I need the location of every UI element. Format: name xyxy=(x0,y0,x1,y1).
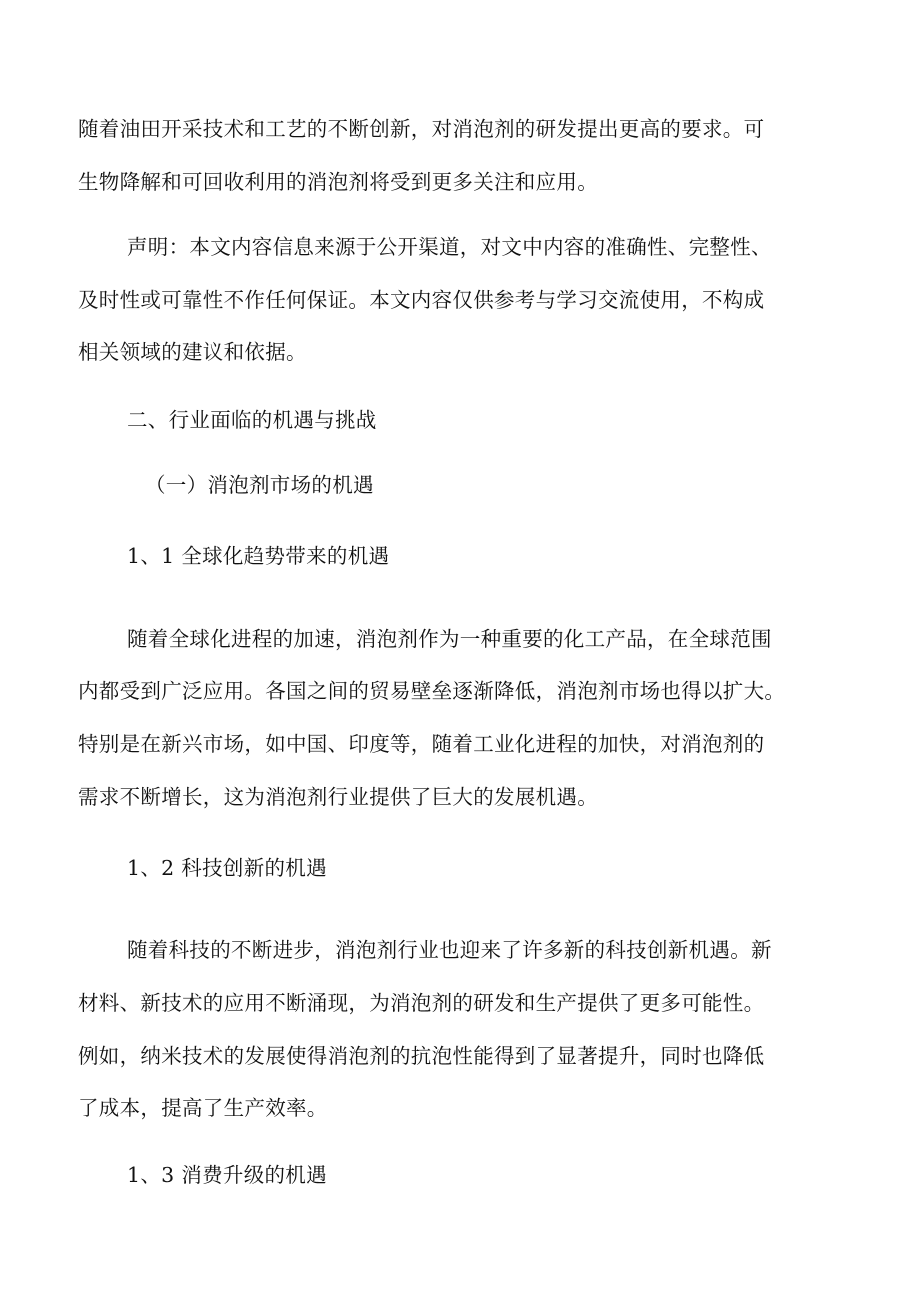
disclaimer-line-3: 相关领域的建议和依据。 xyxy=(78,340,307,364)
item-heading-1: 1、1 全球化趋势带来的机遇 xyxy=(127,544,390,568)
item-heading-2: 1、2 科技创新的机遇 xyxy=(127,856,327,880)
item-heading-3: 1、3 消费升级的机遇 xyxy=(127,1163,327,1187)
disclaimer-line-2: 及时性或可靠性不作任何保证。本文内容仅供参考与学习交流使用，不构成 xyxy=(78,288,765,312)
item1-line-2: 内都受到广泛应用。各国之间的贸易壁垒逐渐降低，消泡剂市场也得以扩大。 xyxy=(78,679,786,703)
subsection-heading: （一）消泡剂市场的机遇 xyxy=(145,473,374,497)
item1-line-3: 特别是在新兴市场，如中国、印度等，随着工业化进程的加快，对消泡剂的 xyxy=(78,732,765,756)
item1-line-4: 需求不断增长，这为消泡剂行业提供了巨大的发展机遇。 xyxy=(78,785,598,809)
intro-line-2: 生物降解和可回收利用的消泡剂将受到更多关注和应用。 xyxy=(78,170,598,194)
section-heading: 二、行业面临的机遇与挑战 xyxy=(127,408,377,432)
item2-line-2: 材料、新技术的应用不断涌现，为消泡剂的研发和生产提供了更多可能性。 xyxy=(78,991,765,1015)
item2-line-1: 随着科技的不断进步，消泡剂行业也迎来了许多新的科技创新机遇。新 xyxy=(127,938,772,962)
intro-line-1: 随着油田开采技术和工艺的不断创新，对消泡剂的研发提出更高的要求。可 xyxy=(78,117,765,141)
disclaimer-line-1: 声明：本文内容信息来源于公开渠道，对文中内容的准确性、完整性、 xyxy=(127,235,772,259)
item2-line-3: 例如，纳米技术的发展使得消泡剂的抗泡性能得到了显著提升，同时也降低 xyxy=(78,1044,765,1068)
item1-line-1: 随着全球化进程的加速，消泡剂作为一种重要的化工产品，在全球范围 xyxy=(127,627,772,651)
item2-line-4: 了成本，提高了生产效率。 xyxy=(78,1096,328,1120)
